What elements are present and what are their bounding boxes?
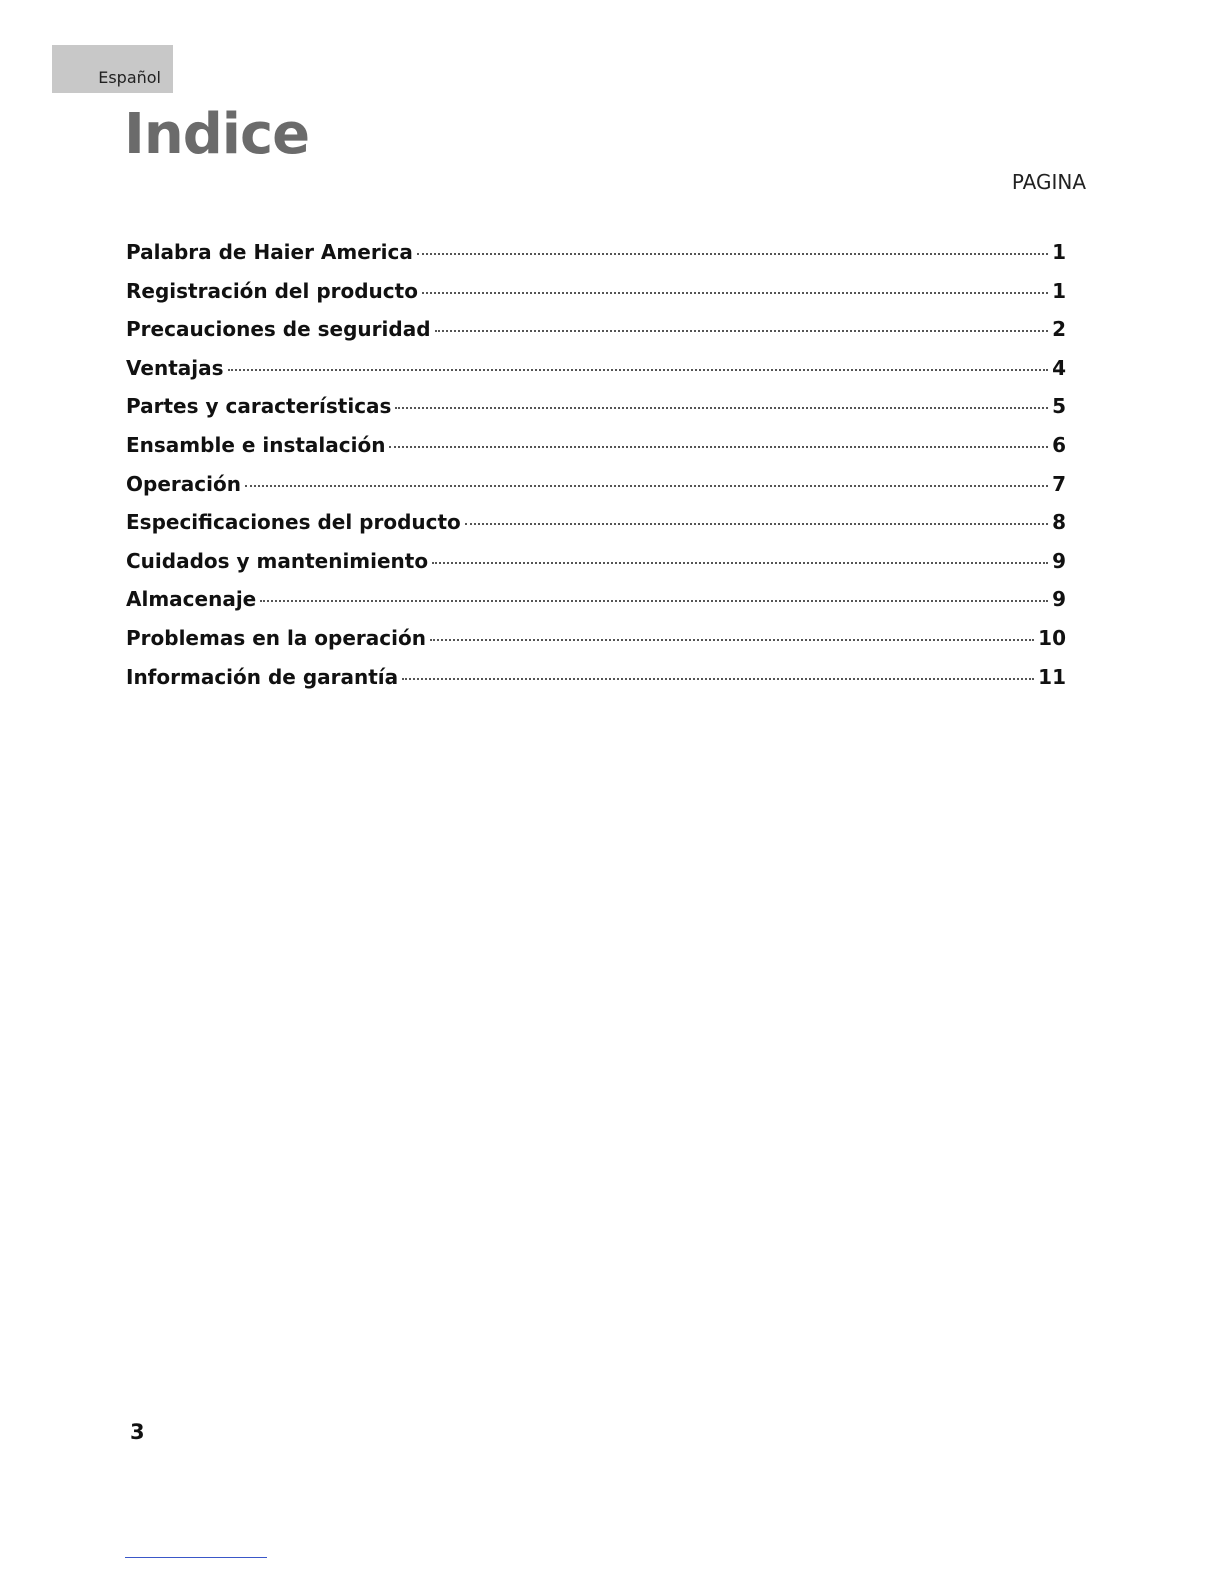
toc-entry-page: 11 (1038, 664, 1066, 689)
toc-entry (126, 472, 1066, 511)
toc-entry-label: Palabra de Haier America (126, 240, 413, 264)
toc-entry-label: Partes y características (126, 394, 392, 419)
toc-entry-label: Operación (126, 471, 241, 496)
page-column-header: PAGINA (1011, 170, 1086, 194)
toc-entry-page: 5 (1052, 394, 1066, 419)
toc-entry (126, 356, 1066, 395)
toc-entry-label: Precauciones de seguridad (126, 317, 431, 342)
toc-dot-leader (402, 678, 1034, 680)
toc-entry (126, 240, 1066, 279)
language-tab (52, 45, 173, 93)
toc-dot-leader (228, 369, 1049, 371)
toc-entry-label: Información de garantía (126, 664, 399, 689)
page-number: 3 (130, 1420, 145, 1444)
toc-dot-leader (245, 485, 1048, 487)
footer-rule (125, 1557, 267, 1558)
toc-entry-label: Registración del producto (126, 278, 418, 303)
toc-dot-leader (395, 407, 1048, 409)
toc-entry-label: Cuidados y mantenimiento (126, 548, 429, 573)
toc-entry-page: 1 (1052, 278, 1066, 303)
toc-entry-page: 8 (1052, 510, 1066, 535)
table-of-contents (126, 240, 1066, 703)
toc-entry-page: 9 (1052, 548, 1066, 573)
toc-entry (126, 587, 1066, 626)
toc-entry-page: 1 (1052, 240, 1066, 264)
toc-entry (126, 665, 1066, 704)
toc-dot-leader (422, 292, 1048, 294)
toc-entry (126, 317, 1066, 356)
toc-entry-label: Especificaciones del producto (126, 510, 461, 535)
toc-dot-leader (432, 562, 1048, 564)
toc-entry-page: 2 (1052, 317, 1066, 342)
page-title: Indice (124, 102, 310, 167)
toc-entry (126, 626, 1066, 665)
toc-dot-leader (435, 330, 1049, 332)
toc-entry-label: Almacenaje (126, 587, 257, 612)
toc-entry-label: Ventajas (126, 355, 224, 380)
toc-dot-leader (389, 446, 1048, 448)
toc-entry (126, 510, 1066, 549)
toc-entry-label: Problemas en la operación (126, 625, 426, 650)
toc-dot-leader (417, 253, 1048, 255)
toc-entry-page: 9 (1052, 587, 1066, 612)
toc-entry-page: 6 (1052, 432, 1066, 457)
toc-entry (126, 549, 1066, 588)
toc-dot-leader (430, 639, 1034, 641)
toc-dot-leader (260, 600, 1048, 602)
toc-entry-page: 10 (1038, 625, 1066, 650)
language-tab-label: Español (98, 68, 161, 87)
toc-entry-label: Ensamble e instalación (126, 432, 386, 457)
toc-entry-page: 4 (1052, 355, 1066, 380)
toc-entry (126, 279, 1066, 318)
toc-entry (126, 394, 1066, 433)
toc-entry (126, 433, 1066, 472)
toc-dot-leader (465, 523, 1048, 525)
toc-entry-page: 7 (1052, 471, 1066, 496)
